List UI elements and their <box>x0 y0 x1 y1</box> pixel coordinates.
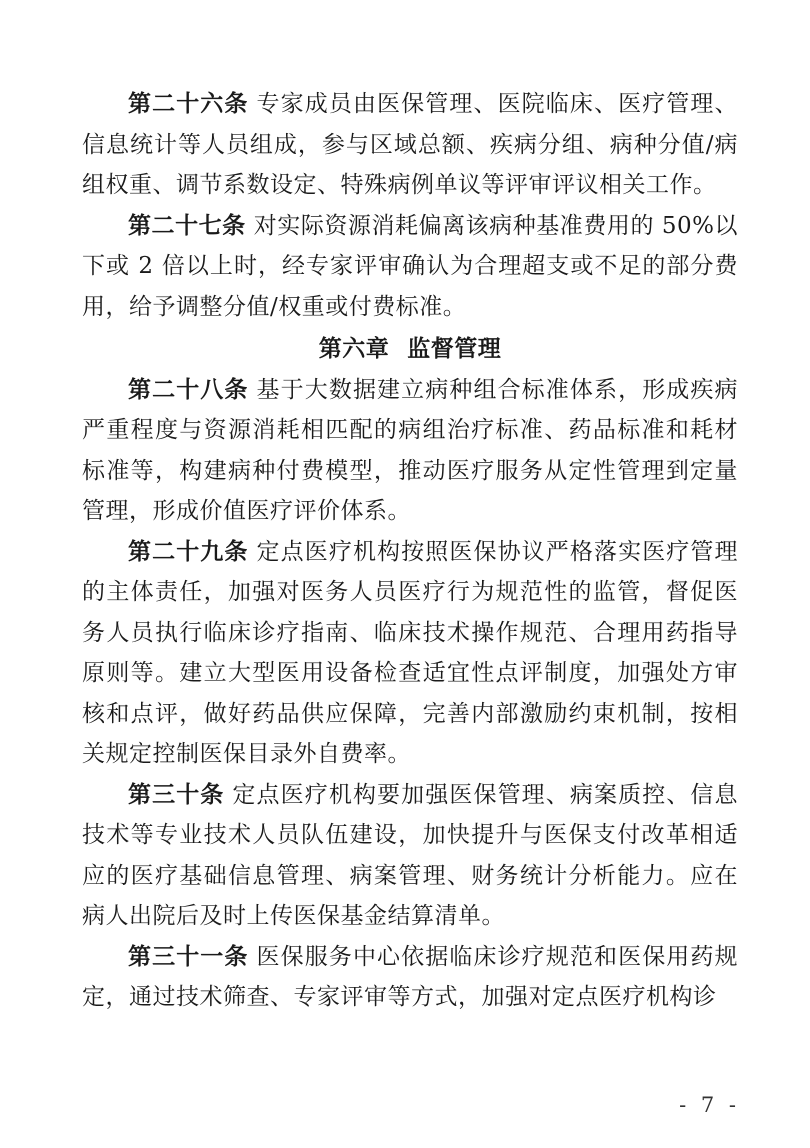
article-number: 第二十九条 <box>128 538 249 565</box>
article-text: 对实际资源消耗偏离该病种基准费用的 50%以下或 2 倍以上时，经专家评审确认为合理超支或不足的部分费用，给予调整分值/权重或付费标准。 <box>82 212 739 320</box>
article-number: 第二十六条 <box>128 91 249 117</box>
chapter-number: 第六章 <box>318 336 390 362</box>
article-text: 医保服务中心依据临床诊疗规范和医保用药规定，通过技术筛查、专家评审等方式，加强对定点医疗机构诊 <box>82 943 739 1010</box>
article-text: 定点医疗机构按照医保协议严格落实医疗管理的主体责任，加强对医务人员医疗行为规范性的监管，督促医务人员执行临床诊疗指南、临床技术操作规范、合理用药指导原则等。建立大型医用设备检查适宜性点评制度，加强处方审核和点评，做好药品供应保障，完善内部激励约束机制，按相关规定控制医保目录外自费率。 <box>82 538 739 767</box>
article-28 <box>82 370 738 532</box>
article-text: 基于大数据建立病种组合标准体系，形成疾病严重程度与资源消耗相匹配的病组治疗标准、药品标准和耗材标准等，构建病种付费模型，推动医疗服务从定性管理到定量管理，形成价值医疗评价体系。 <box>82 376 739 524</box>
document-page <box>82 84 738 1018</box>
article-number: 第二十七条 <box>128 212 246 239</box>
article-number: 第三十一条 <box>128 943 249 970</box>
article-26 <box>82 84 738 206</box>
chapter-heading <box>82 329 738 370</box>
article-30 <box>82 775 738 937</box>
article-text: 专家成员由医保管理、医院临床、医疗管理、信息统计等人员组成，参与区域总额、疾病分组、病种分值/病组权重、调节系数设定、特殊病例单议等评审评议相关工作。 <box>82 91 739 198</box>
article-29 <box>82 532 738 775</box>
article-27 <box>82 206 738 328</box>
article-text: 定点医疗机构要加强医保管理、病案质控、信息技术等专业技术人员队伍建设，加快提升与医保支付改革相适应的医疗基础信息管理、病案管理、财务统计分析能力。应在病人出院后及时上传医保基金结算清单。 <box>82 781 739 929</box>
page-number: - 7 - <box>679 1093 740 1117</box>
article-31 <box>82 937 738 1018</box>
article-number: 第三十条 <box>128 781 225 808</box>
article-number: 第二十八条 <box>128 376 249 403</box>
chapter-title: 监督管理 <box>407 336 502 362</box>
